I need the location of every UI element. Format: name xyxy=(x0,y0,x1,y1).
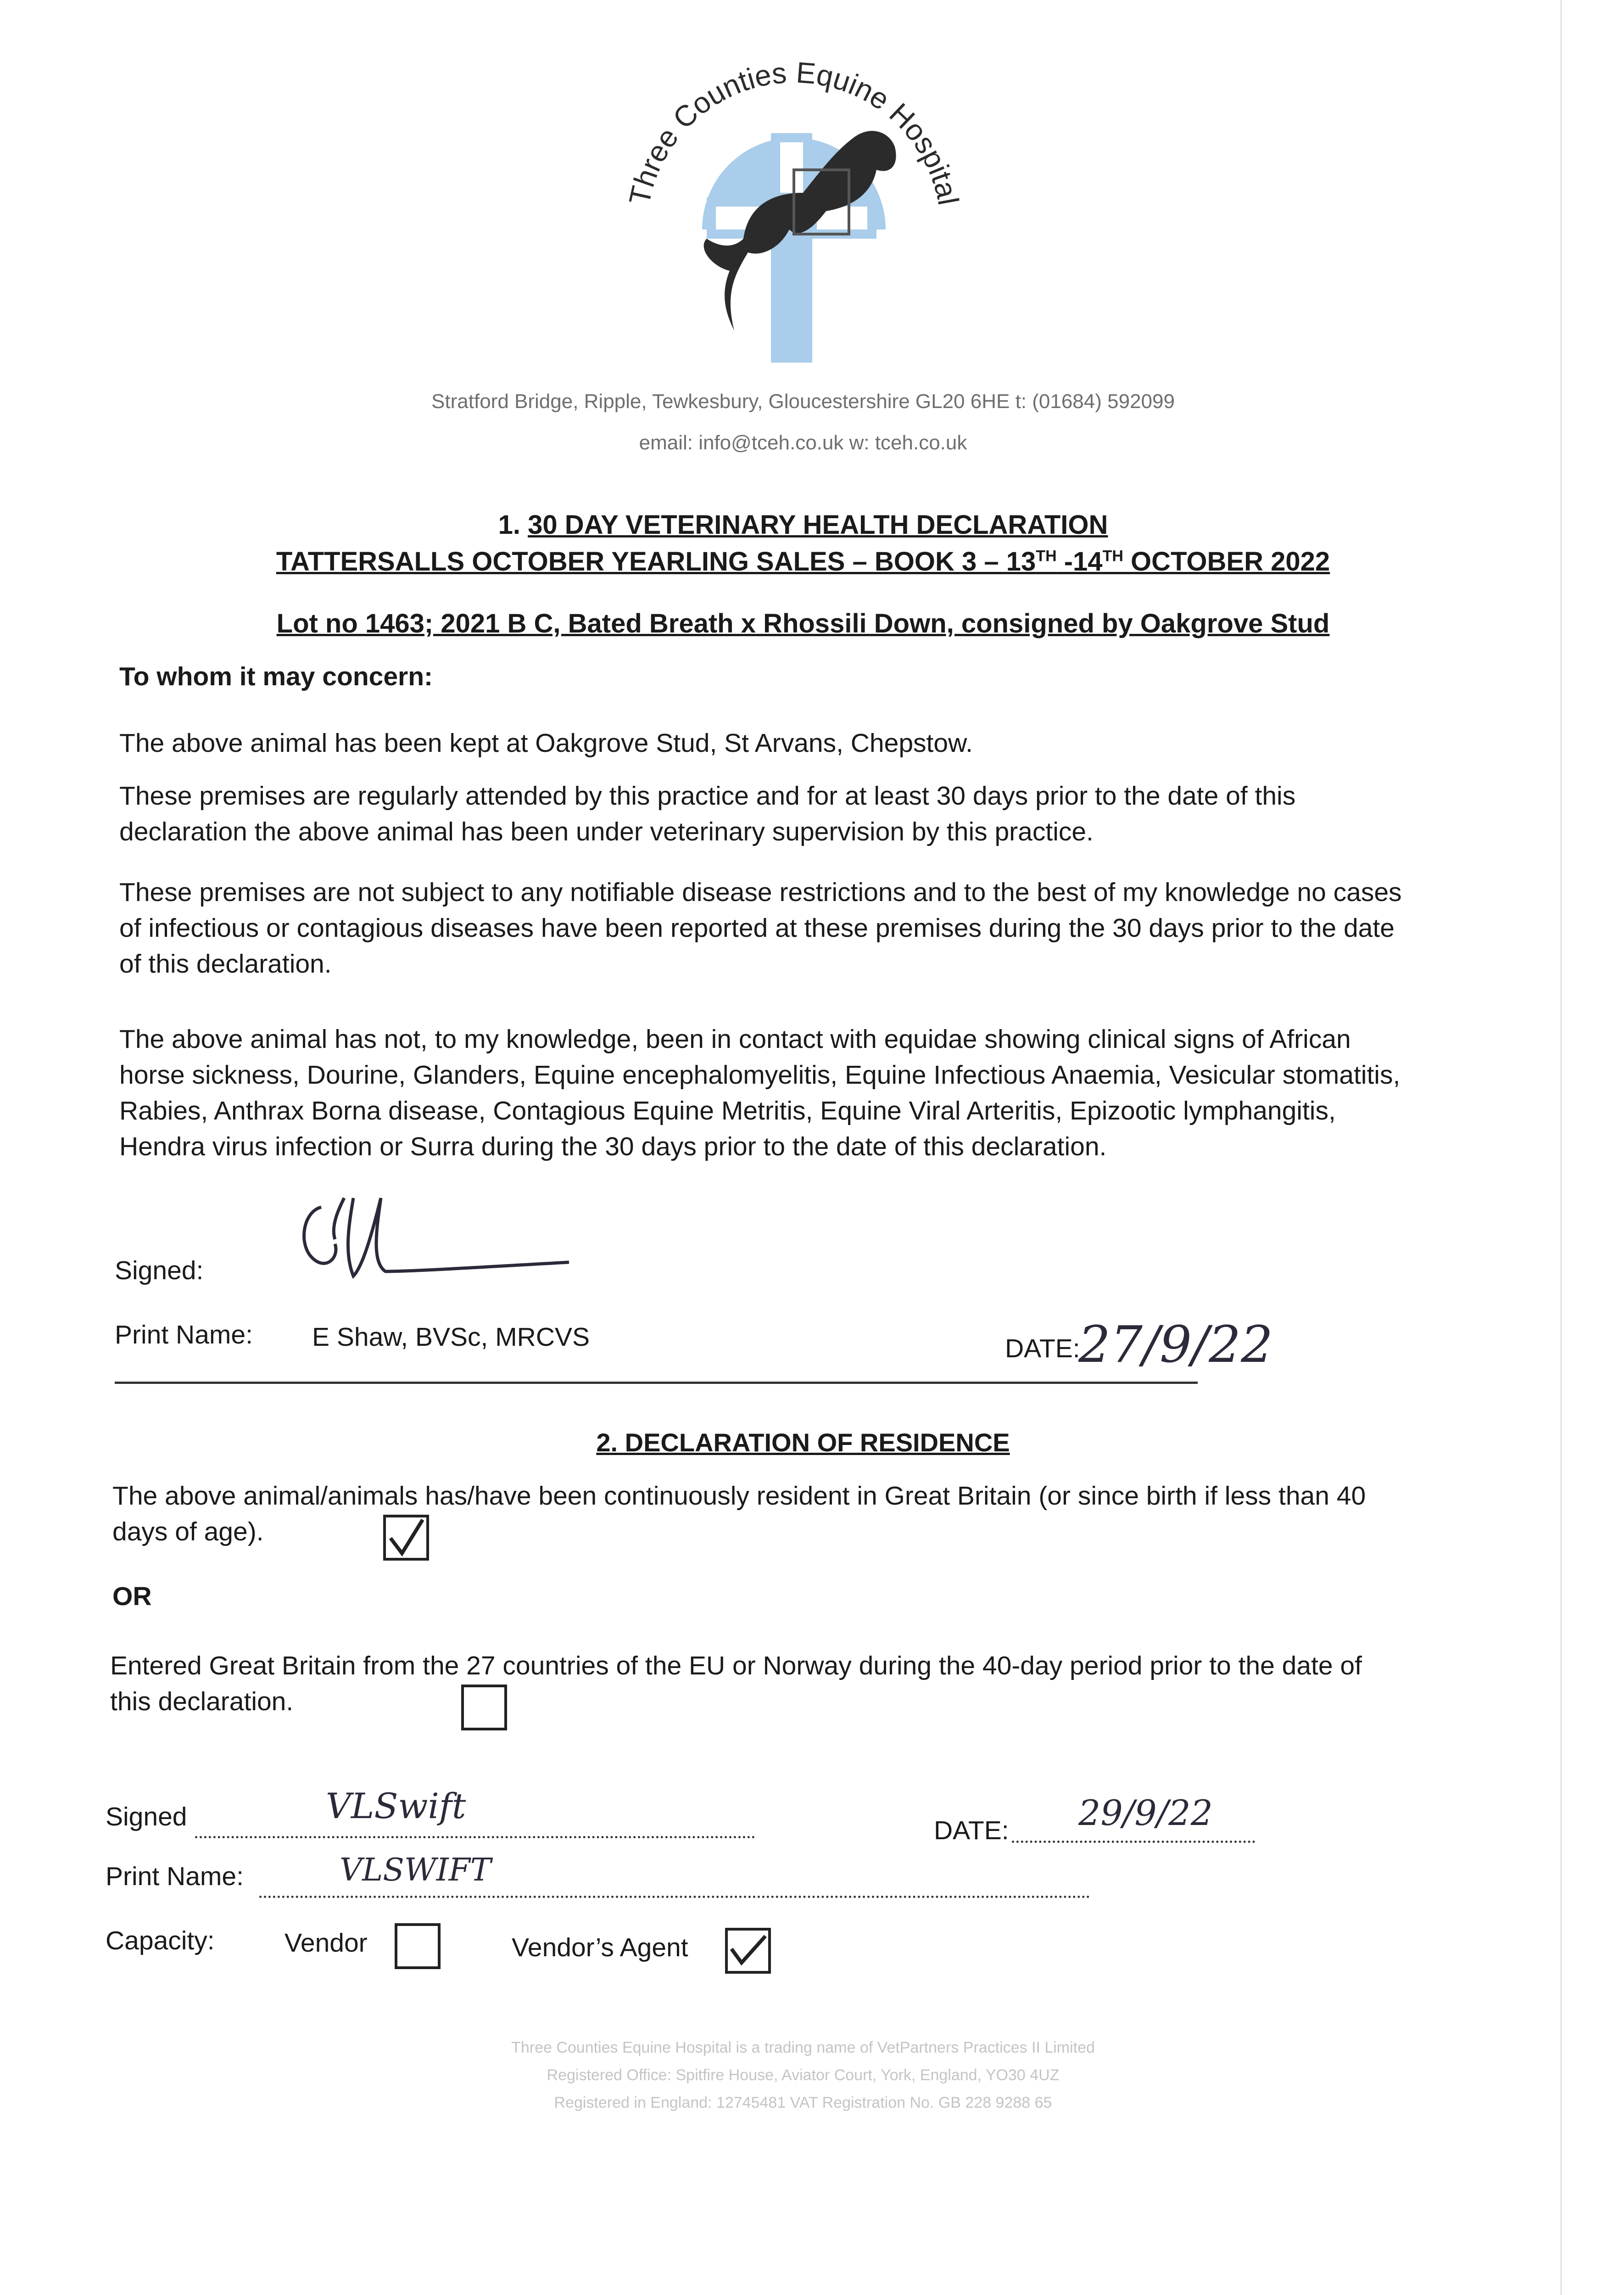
residence-checkbox[interactable] xyxy=(383,1515,429,1561)
scan-edge xyxy=(1560,0,1562,2295)
signed-label: Signed: xyxy=(115,1256,204,1285)
footer-line-3: Registered in England: 12745481 VAT Registration No. GB 228 9288 65 xyxy=(554,2094,1052,2111)
vendor-print-name: VLSWIFT xyxy=(340,1852,491,1888)
or-label: OR xyxy=(112,1582,152,1611)
footer-line-1: Three Counties Equine Hospital is a trading name of VetPartners Practices II Limited xyxy=(511,2039,1095,2056)
paragraph-1: The above animal has been kept at Oakgrove Stud, St Arvans, Chepstow. xyxy=(119,728,973,758)
vendor-signature: VLSwift xyxy=(326,1786,466,1826)
vendor-date-label: DATE: xyxy=(934,1816,1009,1845)
vendor-signed-label: Signed xyxy=(106,1802,187,1831)
eu-entry-checkbox[interactable] xyxy=(461,1685,507,1730)
address-line: Stratford Bridge, Ripple, Tewkesbury, Gloucestershire GL20 6HE t: (01684) 592099 xyxy=(431,390,1175,413)
check-mark-icon xyxy=(386,1517,426,1558)
vendor-option-label: Vendor xyxy=(285,1928,368,1958)
print-name-label: Print Name: xyxy=(115,1320,253,1349)
date-label: DATE: xyxy=(1005,1334,1080,1363)
section2-title: 2. DECLARATION OF RESIDENCE xyxy=(596,1428,1010,1457)
vet-signature xyxy=(294,1180,578,1294)
sale-subtitle: TATTERSALLS OCTOBER YEARLING SALES – BOOK 3 – 13TH -14TH OCTOBER 2022 xyxy=(276,547,1330,577)
hospital-logo xyxy=(597,55,991,376)
agent-checkbox[interactable] xyxy=(725,1928,771,1974)
vendor-checkbox[interactable] xyxy=(395,1923,441,1969)
agent-option-label: Vendor’s Agent xyxy=(512,1933,688,1962)
paragraph-4: The above animal has not, to my knowledge, been in contact with equidae showing clinical signs of African horse sickness, Dourine, Glanders, Equine encephalomyelitis, Equine Infectious Anaemia, Vesicular stomatitis, Rabies, Anthrax Borna disease, Contagious Equine Metritis, Equine Viral Arteritis, Epizootic lymphangitis, Hendra virus infection or Surra during the 30 days prior to the date of this declaration. xyxy=(119,1024,1401,1161)
vendor-print-name-label: Print Name: xyxy=(106,1862,244,1891)
section1-number: 1. xyxy=(498,510,520,540)
section-divider xyxy=(115,1382,1198,1384)
vendor-date: 29/9/22 xyxy=(1078,1792,1213,1833)
section1-title: 30 DAY VETERINARY HEALTH DECLARATION xyxy=(528,510,1108,540)
residence-option-1: The above animal/animals has/have been continuously resident in Great Britain (or since birth if less than 40 days of age). xyxy=(112,1481,1366,1546)
logo-wordmark: Three Counties Equine Hospital xyxy=(622,56,965,208)
signature-line xyxy=(195,1804,755,1838)
paragraph-3: These premises are not subject to any notifiable disease restrictions and to the best of my knowledge no cases of infectious or contagious diseases have been reported at these premises during the 30 days prior to the date of this declaration. xyxy=(119,878,1402,979)
check-mark-icon xyxy=(728,1931,768,1971)
capacity-label: Capacity: xyxy=(106,1926,215,1955)
section1-heading xyxy=(138,509,1468,540)
footer-line-2: Registered Office: Spitfire House, Aviator Court, York, England, YO30 4UZ xyxy=(547,2066,1060,2084)
contact-line: email: info@tceh.co.uk w: tceh.co.uk xyxy=(639,431,967,454)
paragraph-2: These premises are regularly attended by this practice and for at least 30 days prior to the date of this declaration the above animal has been under veterinary supervision by this practice. xyxy=(119,781,1296,846)
salutation: To whom it may concern: xyxy=(119,662,433,691)
vet-date: 27/9/22 xyxy=(1078,1315,1273,1374)
residence-option-2: Entered Great Britain from the 27 countries of the EU or Norway during the 40-day period prior to the date of this declaration. xyxy=(110,1651,1362,1716)
vet-name: E Shaw, BVSc, MRCVS xyxy=(312,1322,590,1352)
lot-line: Lot no 1463; 2021 B C, Bated Breath x Rhossili Down, consigned by Oakgrove Stud xyxy=(276,609,1330,638)
